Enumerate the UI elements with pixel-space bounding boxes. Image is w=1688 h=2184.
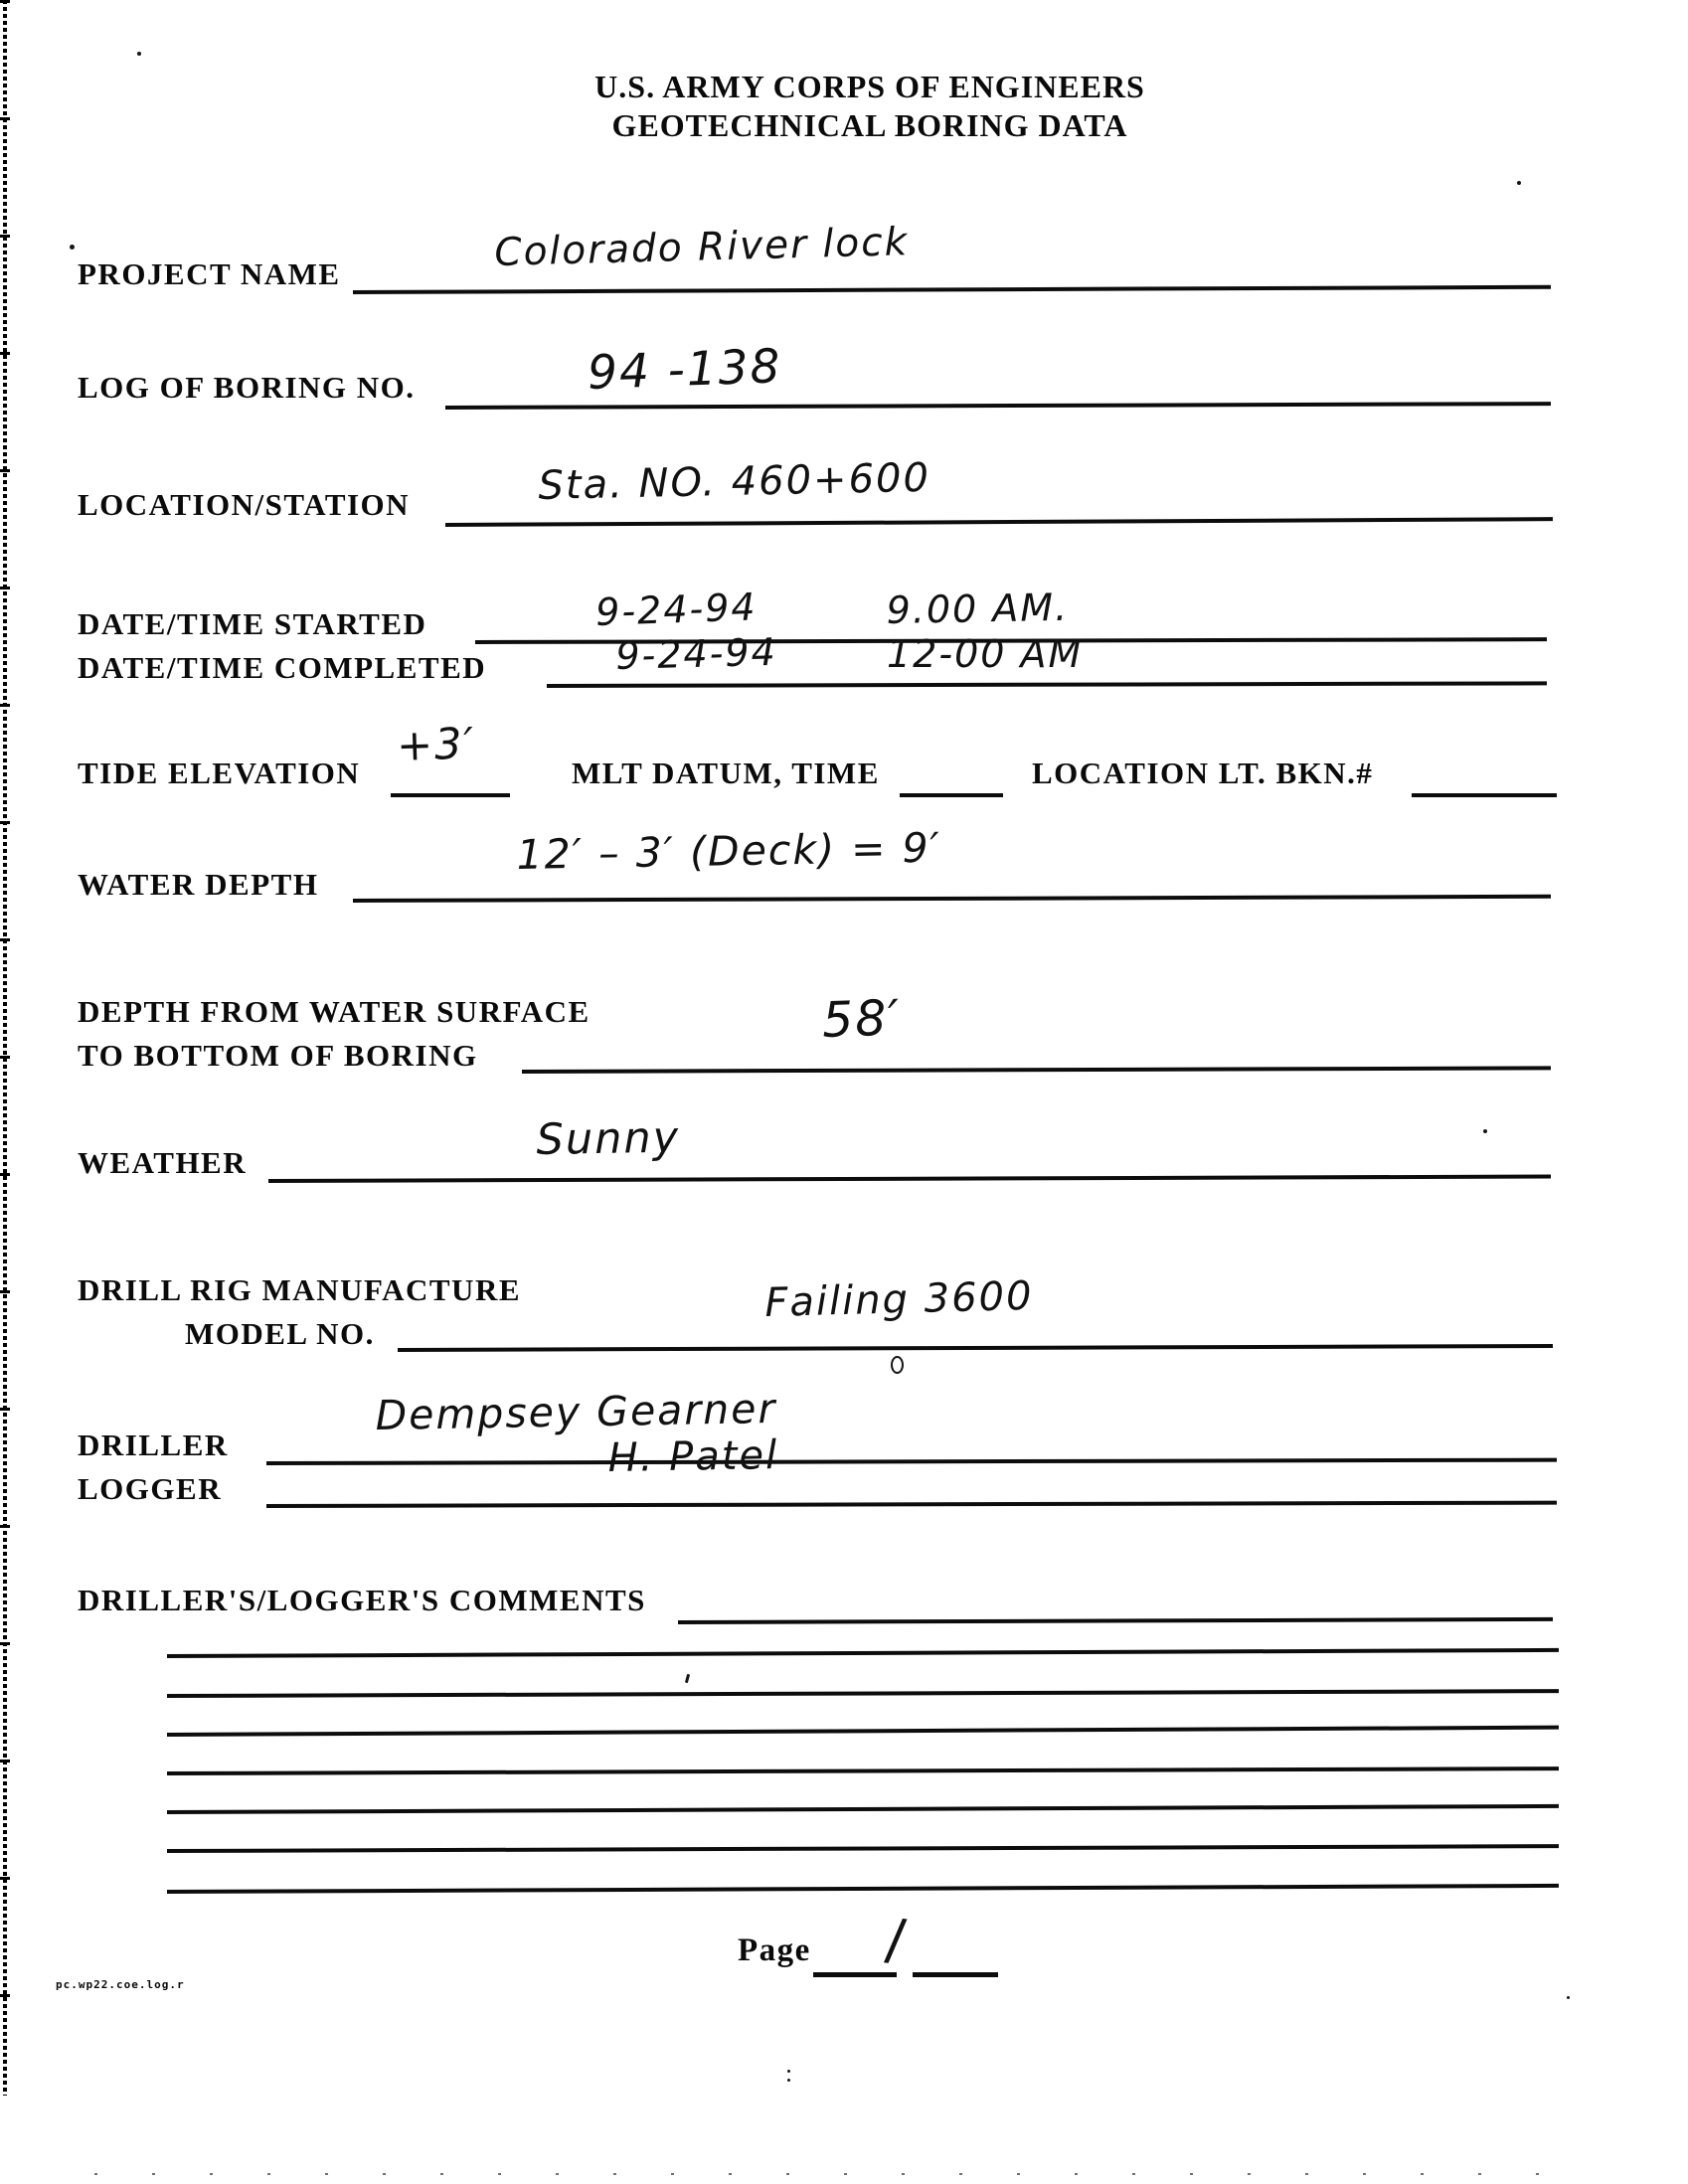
form-title-line1: U.S. ARMY CORPS OF ENGINEERS <box>594 69 1145 104</box>
scan-speck <box>1483 1129 1487 1133</box>
completed-time-value: 12-00 AM <box>887 632 1084 676</box>
comments-line-4 <box>167 1766 1559 1775</box>
depth-to-bottom-line <box>522 1066 1551 1074</box>
drill-rig-label-line2: MODEL NO. <box>185 1316 375 1351</box>
weather-line <box>268 1174 1551 1183</box>
drill-rig-line <box>398 1344 1553 1352</box>
location-station-label: LOCATION/STATION <box>78 487 411 522</box>
weather-label: WEATHER <box>78 1145 248 1180</box>
comments-line-2 <box>167 1689 1559 1698</box>
started-label: DATE/TIME STARTED <box>78 606 427 641</box>
project-name-value: Colorado River lock <box>493 220 910 275</box>
scan-bottom-artifact <box>94 2173 1576 2175</box>
location-lt-bkn-line <box>1412 793 1557 797</box>
scan-speck <box>1567 1996 1570 1999</box>
started-time-value: 9.00 AM. <box>886 585 1070 632</box>
project-name-label: PROJECT NAME <box>78 256 341 291</box>
driller-label: DRILLER <box>78 1428 229 1462</box>
drill-rig-label-line1: DRILL RIG MANUFACTURE <box>78 1272 522 1307</box>
comments-line-1 <box>167 1648 1559 1658</box>
scan-speck <box>70 245 75 250</box>
page-blank-2 <box>913 1972 998 1977</box>
tide-elevation-value: +3′ <box>396 719 477 771</box>
completed-label: DATE/TIME COMPLETED <box>78 650 487 685</box>
location-lt-bkn-label: LOCATION LT. BKN.# <box>1032 756 1374 790</box>
scan-stray-mark <box>787 2070 790 2073</box>
form-header <box>427 68 1312 145</box>
location-station-value: Sta. NO. 460+600 <box>538 454 931 509</box>
tide-elevation-label: TIDE ELEVATION <box>78 756 361 790</box>
comments-line-3 <box>167 1726 1559 1737</box>
project-name-line <box>353 285 1551 294</box>
comments-line-5 <box>167 1804 1559 1814</box>
document-code: pc.wp22.coe.log.r <box>56 1978 185 1991</box>
driller-line <box>266 1458 1557 1465</box>
depth-to-bottom-value: 58′ <box>821 989 903 1049</box>
scan-speck <box>137 52 141 56</box>
water-depth-label: WATER DEPTH <box>78 867 319 902</box>
weather-value: Sunny <box>536 1112 681 1165</box>
scan-stray-mark <box>685 1674 690 1683</box>
completed-date-value: 9-24-94 <box>614 629 778 678</box>
logger-label: LOGGER <box>78 1471 223 1506</box>
comments-line-0 <box>678 1617 1553 1624</box>
depth-to-bottom-label-line1: DEPTH FROM WATER SURFACE <box>78 994 591 1029</box>
scan-stray-mark <box>891 1356 904 1374</box>
comments-line-6 <box>167 1844 1559 1853</box>
water-depth-line <box>353 895 1551 903</box>
boring-no-value: 94 -138 <box>587 339 783 401</box>
comments-line-7 <box>167 1884 1559 1894</box>
mlt-datum-time-label: MLT DATUM, TIME <box>572 756 880 790</box>
page-blank-1 <box>813 1972 897 1977</box>
water-depth-value: 12′ – 3′ (Deck) = 9′ <box>516 823 942 879</box>
location-station-line <box>445 517 1553 527</box>
page-number-slash: / <box>883 1907 911 1974</box>
depth-to-bottom-label-line2: TO BOTTOM OF BORING <box>78 1038 478 1073</box>
driller-value: Dempsey Gearner <box>375 1384 777 1439</box>
logger-line <box>266 1501 1557 1508</box>
drill-rig-value: Failing 3600 <box>763 1272 1035 1326</box>
page-label: Page <box>738 1932 811 1968</box>
mlt-datum-time-line <box>900 793 1003 797</box>
form-title-line2: GEOTECHNICAL BORING DATA <box>611 107 1128 143</box>
started-date-value: 9-24-94 <box>594 585 759 634</box>
boring-no-line <box>445 402 1551 410</box>
boring-no-label: LOG OF BORING NO. <box>78 370 416 405</box>
scan-speck <box>1517 181 1521 185</box>
completed-line <box>547 681 1547 688</box>
logger-value: H. Patel <box>607 1432 779 1481</box>
tide-elevation-line <box>391 793 510 797</box>
comments-label: DRILLER'S/LOGGER'S COMMENTS <box>78 1583 646 1617</box>
binding-edge-artifact <box>3 0 7 2096</box>
